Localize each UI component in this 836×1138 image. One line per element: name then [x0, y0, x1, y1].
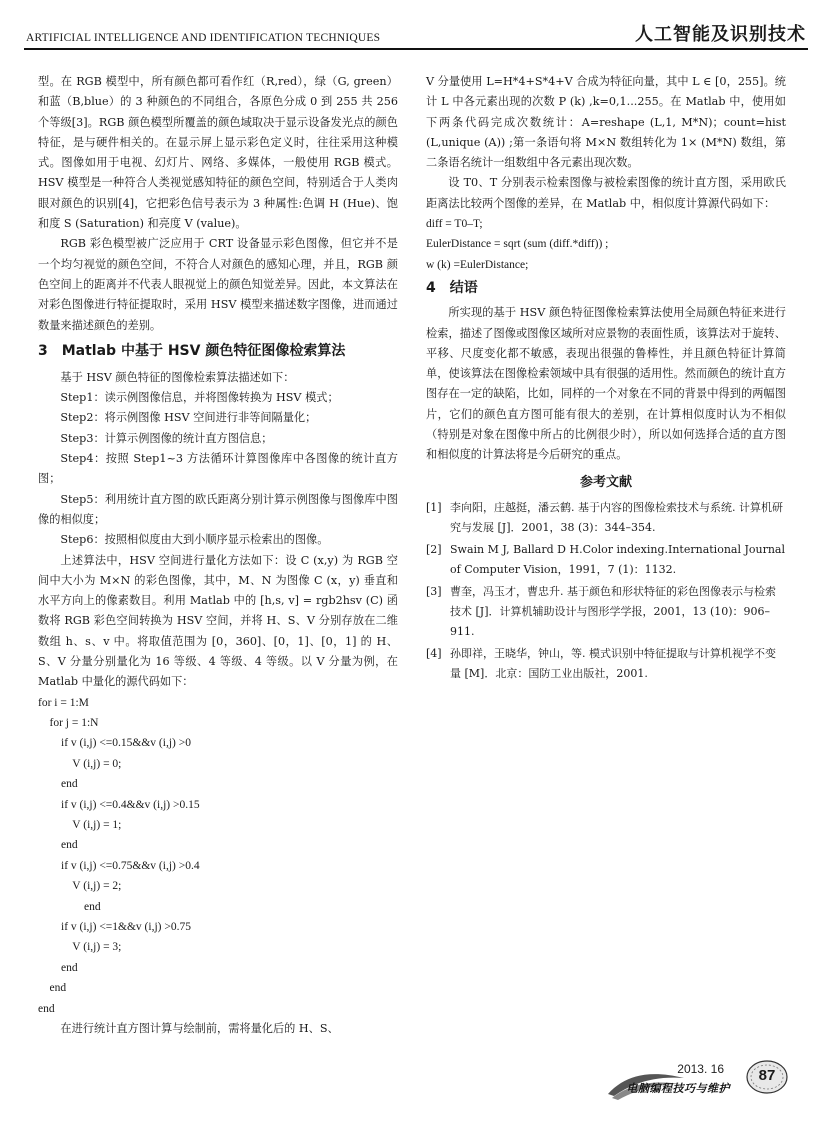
- code-line: V (i,j) = 0;: [38, 757, 122, 770]
- reference-item: [426, 540, 786, 580]
- paragraph: 设 T0、T 分别表示检索图像与被检索图像的统计直方图，采用欧氏距离法比较两个图像的差异，在 Matlab 中，相似度计算源代码如下：: [426, 176, 786, 210]
- reference-text: 曹奎，冯玉才，曹忠升. 基于颜色和形状特征的彩色图像表示与检索技术 [J]．计算机辅助设计与图形学学报，2001，13 (10)：906–911.: [450, 584, 776, 638]
- code-line: end: [38, 982, 67, 995]
- matlab-code-block: [38, 693, 398, 1020]
- section-heading-3: 3 Matlab 中基于 HSV 颜色特征图像检索算法: [38, 342, 346, 359]
- reference-number: [4]: [426, 646, 442, 660]
- algorithm-step: Step1：读示例图像信息，并将图像转换为 HSV 模式；: [60, 391, 339, 405]
- code-line: EulerDistance = sqrt (sum (diff.*diff)) ;: [426, 238, 609, 251]
- code-line: if v (i,j) <=0.15&&v (i,j) >0: [38, 737, 191, 750]
- reference-number: [2]: [426, 542, 442, 556]
- paragraph: 上述算法中，HSV 空间进行量化方法如下：设 C (x,y) 为 RGB 空间中大小为 M×N 的彩色图像，其中，M、N 为图像 C (x，y) 垂直和水平方向上的像素数目。利用 Matlab 中的 [h,s, v] = rgb2hsv (C) 函数将 RGB 彩色空间转换为 HSV 空间，并将 H、S、V 分别存放在二维数组 h、s、v 中。将取值范围为 [0，360]、[0，1]、[0，1] 的 H、S、V 分量分别量化为 16 等级、4 等级、4 等级。以 V 分量为例，在 Matlab 中量化的源代码如下：: [38, 553, 398, 689]
- algorithm-step: Step3：计算示例图像的统计直方图信息；: [60, 431, 273, 445]
- matlab-code-block: [426, 214, 786, 275]
- left-column: [38, 72, 398, 1039]
- code-line: end: [38, 961, 78, 974]
- reference-item: [426, 644, 786, 684]
- references-heading: 参考文献: [579, 474, 632, 490]
- magazine-name: 电脑编程技巧与维护: [626, 1082, 730, 1095]
- code-line: if v (i,j) <=0.75&&v (i,j) >0.4: [38, 859, 200, 872]
- paragraph: 基于 HSV 颜色特征的图像检索算法描述如下：: [60, 370, 295, 384]
- journal-chinese-title: 人工智能及识别技术: [635, 24, 806, 45]
- code-line: V (i,j) = 3;: [38, 941, 122, 954]
- paragraph: V 分量使用 L=H*4+S*4+V 合成为特征向量，其中 L ∈ [0，255]。统计 L 中各元素出现的次数 P (k) ,k=0,1...255。在 Matlab 中，使用如下两条代码完成次数统计：A=reshape (L,1, M*N)；count=hist (L,unique (A)) ;第一条语句将 M×N 数组转化为 1× (M*N) 数组，第二条语名统计一组数组中各元素出现次数。: [426, 75, 786, 170]
- reference-number: [3]: [426, 584, 442, 598]
- reference-item: [426, 498, 786, 538]
- algorithm-step: Step4：按照 Step1~3 方法循环计算图像库中各图像的统计直方图；: [38, 452, 398, 486]
- code-line: V (i,j) = 2;: [38, 880, 122, 893]
- paragraph: RGB 彩色模型被广泛应用于 CRT 设备显示彩色图像，但它并不是一个均匀视觉的颜色空间，不符合人对颜色的感知心理，并且，RGB 颜色空间上的距离并不代表人眼视觉上的颜色知觉差异。因此，本文算法在对彩色图像进行特征提取时，采用 HSV 模型来描述数字图像，进而通过数量来描述颜色的差别。: [38, 237, 398, 332]
- code-line: end: [38, 1002, 55, 1015]
- code-line: w (k) =EulerDistance;: [426, 258, 529, 271]
- page-number: 87: [758, 1067, 776, 1084]
- running-header: [24, 18, 808, 50]
- issue-number: 2013. 16: [677, 1062, 724, 1076]
- code-line: diff = T0–T;: [426, 218, 483, 231]
- page-footer: [596, 1056, 796, 1116]
- section-heading-4: 4 结语: [426, 280, 478, 297]
- algorithm-step: Step6：按照相似度由大到小顺序显示检索出的图像。: [60, 533, 329, 547]
- code-line: end: [38, 778, 78, 791]
- code-line: for i = 1:M: [38, 696, 89, 709]
- journal-english-title: ARTIFICIAL INTELLIGENCE AND IDENTIFICATION TECHNIQUES: [26, 32, 381, 44]
- page-number-badge: [744, 1058, 790, 1096]
- paragraph: 所实现的基于 HSV 颜色特征图像检索算法使用全局颜色特征来进行检索，描述了图像或图像区域所对应景物的表面性质，该算法对于旋转、平移、尺度变化都不敏感，表现出很强的鲁棒性，并且颜色特征计算简单，使该算法在图像检索领域中具有很强的适用性。然而颜色的统计直方图存在一定的缺陷，比如，同样的一个对象在不同的背景中得到的两幅图片，它们的颜色直方图可能有很大的差别，在计算相似度时认为不相似（特别是对象在图像中所占的比例很少时），所以如何选择合适的直方图和相似度的计算法将是今后研究的重点。: [426, 306, 786, 462]
- paragraph: 型。在 RGB 模型中，所有颜色都可看作红（R,red），绿（G, green）和蓝（B,blue）的 3 种颜色的不同组合，各原色分成 0 到 255 共 256 个等级[3]。RGB 颜色模型所覆盖的颜色域取决于显示设备发光点的颜色特征，是与硬件相关的。在显示屏上显示彩色定义时，往往采用这种模式。图像如用于电视、幻灯片、网络、多媒体，一般使用 RGB 模式。HSV 模型是一种符合人类视觉感知特征的颜色空间，特别适合于人类肉眼对颜色的识别[4]，它把彩色信号表示为 3 种属性:色调 H (Hue)、饱和度 S (Saturation) 和亮度 V (value)。: [38, 75, 398, 231]
- reference-text: 孙即祥，王晓华，钟山，等. 模式识别中特征提取与计算机视学不变量 [M]．北京：国防工业出版社，2001.: [450, 646, 776, 680]
- reference-text: Swain M J, Ballard D H.Color indexing.International Journal of Computer Vision，1991，7 (1)：1132.: [450, 542, 786, 576]
- reference-number: [1]: [426, 500, 442, 514]
- code-line: for j = 1:N: [38, 717, 99, 730]
- code-line: if v (i,j) <=1&&v (i,j) >0.75: [38, 921, 191, 934]
- code-line: end: [38, 839, 78, 852]
- algorithm-step: Step2：将示例图像 HSV 空间进行非等间隔量化；: [60, 411, 317, 425]
- right-column: [426, 72, 786, 686]
- algorithm-step: Step5：利用统计直方图的欧氏距离分别计算示例图像与图像库中图像的相似度；: [38, 492, 398, 526]
- paragraph: 在进行统计直方图计算与绘制前，需将量化后的 H、S、: [60, 1022, 339, 1036]
- code-line: V (i,j) = 1;: [38, 819, 122, 832]
- code-line: end: [38, 900, 101, 913]
- code-line: if v (i,j) <=0.4&&v (i,j) >0.15: [38, 798, 200, 811]
- reference-text: 李向阳，庄越挺，潘云鹤. 基于内容的图像检索技术与系统. 计算机研究与发展 [J]．2001，38 (3)：344–354.: [450, 500, 783, 534]
- reference-item: [426, 582, 786, 642]
